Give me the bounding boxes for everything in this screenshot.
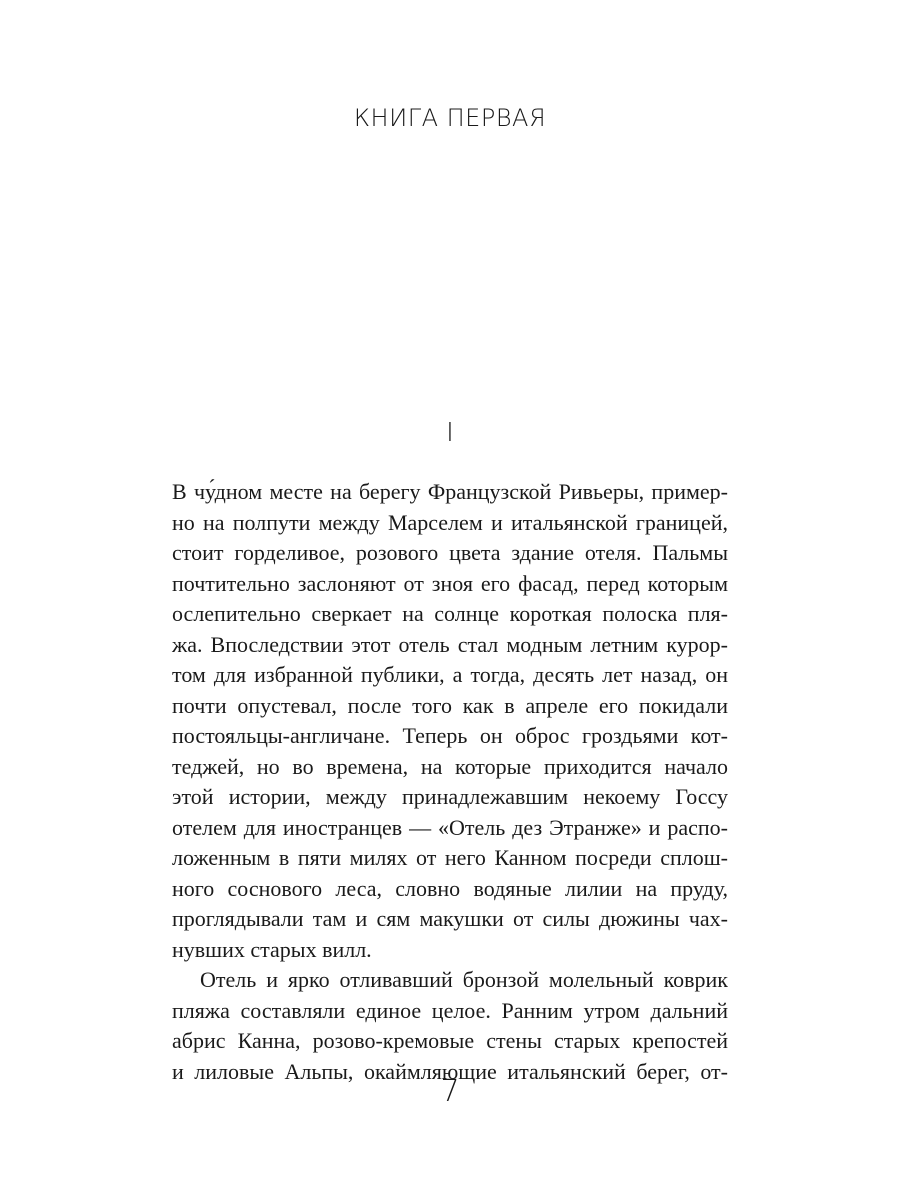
text-line: проглядывали там и сям макушки от силы дюжины чах- xyxy=(172,906,728,931)
text-line: и лиловые Альпы, окаймляющие итальянский берег, от- xyxy=(172,1058,728,1084)
text-line: но на полпути между Марселем и итальянской границей, xyxy=(172,509,728,535)
paragraph-1 xyxy=(172,477,728,965)
text-line: ослепительно сверкает на солнце короткая полоска пля- xyxy=(172,601,728,626)
body-text xyxy=(172,477,728,1087)
text-line: стоит горделивое, розового цвета здание отеля. Пальмы xyxy=(172,540,728,565)
page-number: 7 xyxy=(440,1074,460,1109)
paragraph-2 xyxy=(172,965,728,1087)
text-line: ложенным в пяти милях от него Канном посреди сплош- xyxy=(172,845,728,870)
book-title: КНИГА ПЕРВАЯ xyxy=(353,104,547,132)
text-line: В чу́дном месте на берегу Французской Ривьеры, пример- xyxy=(172,479,728,504)
text-line: теджей, но во времена, на которые приходится начало xyxy=(172,753,728,779)
text-line: этой истории, между принадлежавшим некоему Госсу xyxy=(172,784,728,809)
text-line: ного соснового леса, словно водяные лилии на пруду, xyxy=(172,875,728,901)
text-line: том для избранной публики, а тогда, десять лет назад, он xyxy=(172,662,728,687)
text-line: почтительно заслоняют от зноя его фасад, перед которым xyxy=(172,570,728,596)
text-line: жа. Впоследствии этот отель стал модным летним курор- xyxy=(172,631,728,657)
text-line: постояльцы-англичане. Теперь он оброс гроздьями кот- xyxy=(172,723,728,748)
text-line: отелем для иностранцев — «Отель дез Этранже» и распо- xyxy=(172,814,728,840)
text-line: Отель и ярко отливавший бронзой молельный коврик xyxy=(200,967,728,992)
chapter-number: I xyxy=(446,418,454,448)
text-line: абрис Канна, розово-кремовые стены старых крепостей xyxy=(172,1028,728,1053)
text-line: нувших старых вилл. xyxy=(172,936,372,962)
text-line: почти опустевал, после того как в апреле его покидали xyxy=(172,692,728,718)
text-line: пляжа составляли единое целое. Ранним утром дальний xyxy=(172,997,728,1023)
